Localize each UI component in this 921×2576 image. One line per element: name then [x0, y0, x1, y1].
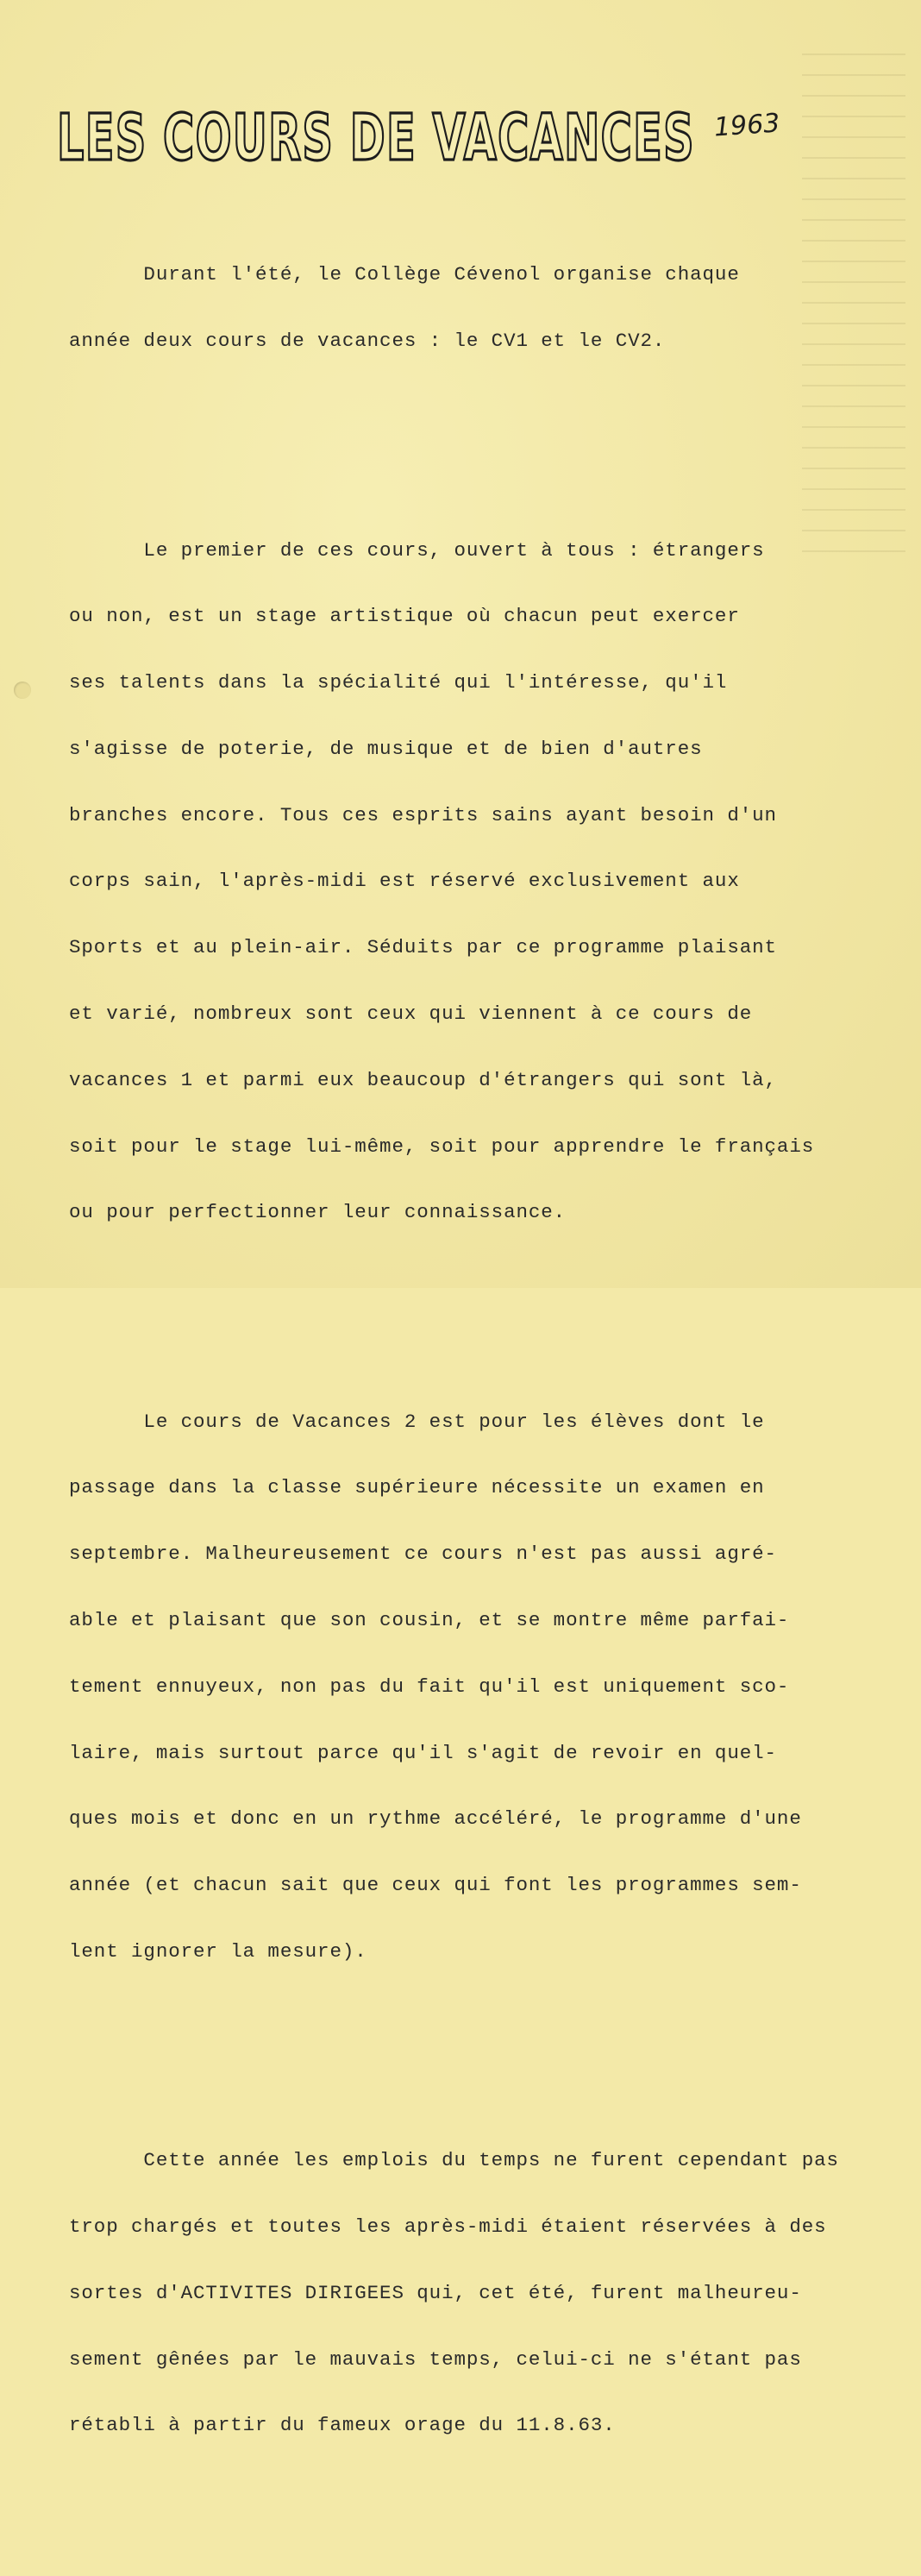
text-line: lent ignorer la mesure). [69, 1939, 367, 1963]
text-line: Durant l'été, le Collège Cévenol organise chaque [69, 263, 740, 286]
paragraph-3 [69, 1367, 862, 2007]
text-line: Le cours de Vacances 2 est pour les élèves dont le [69, 1410, 765, 1433]
text-line: ques mois et donc en un rythme accéléré, le programme d'une [69, 1807, 802, 1831]
text-line: sement gênées par le mauvais temps, celui-ci ne s'étant pas [69, 2347, 802, 2371]
text-line: corps sain, l'après-midi est réservé exclusivement aux [69, 870, 740, 893]
text-line: rétabli à partir du fameux orage du 11.8.63. [69, 2414, 616, 2437]
text-line: ses talents dans la spécialité qui l'intéresse, qu'il [69, 671, 728, 694]
title-lettering [52, 82, 707, 181]
punch-hole [14, 682, 31, 699]
text-line: vacances 1 et parmi eux beaucoup d'étrangers qui sont là, [69, 1068, 777, 1091]
title-year: 1963 [712, 108, 781, 143]
text-line: able et plaisant que son cousin, et se montre même parfai- [69, 1609, 790, 1631]
page-title [52, 82, 793, 181]
article-body [69, 176, 862, 2576]
text-line: ou pour perfectionner leur connaissance. [69, 1201, 567, 1224]
text-line: sortes d'ACTIVITES DIRIGEES qui, cet été, furent malheureu- [69, 2281, 802, 2304]
text-line: ou non, est un stage artistique où chacun peut exercer [69, 605, 740, 628]
text-line: Sports et au plein-air. Séduits par ce programme plaisant [69, 936, 777, 959]
text-line: septembre. Malheureusement ce cours n'est pas aussi agré- [69, 1542, 777, 1566]
text-line: s'agisse de poterie, de musique et de bien d'autres [69, 737, 703, 760]
text-line: laire, mais surtout parce qu'il s'agit de revoir en quel- [69, 1741, 777, 1764]
title-text: LES COURS DE VACANCES [57, 101, 695, 175]
text-line: et varié, nombreux sont ceux qui viennent à ce cours de [69, 1002, 753, 1025]
paragraph-4 [69, 2106, 862, 2481]
text-line: passage dans la classe supérieure nécessite un examen en [69, 1476, 765, 1499]
text-line: Cette année les emplois du temps ne furent cependant pas [69, 2149, 839, 2172]
text-line: trop chargés et toutes les après-midi étaient réservées à des [69, 2215, 827, 2239]
paragraph-1 [69, 220, 862, 397]
text-line: année deux cours de vacances : le CV1 et le CV2. [69, 330, 666, 353]
text-line: branches encore. Tous ces esprits sains ayant besoin d'un [69, 803, 777, 826]
text-line: soit pour le stage lui-même, soit pour apprendre le français [69, 1134, 815, 1158]
text-line: année (et chacun sait que ceux qui font les programmes sem- [69, 1874, 802, 1897]
paragraph-2 [69, 495, 862, 1268]
text-line: tement ennuyeux, non pas du fait qu'il est uniquement sco- [69, 1674, 790, 1698]
text-line: Le premier de ces cours, ouvert à tous : étrangers [69, 538, 765, 562]
